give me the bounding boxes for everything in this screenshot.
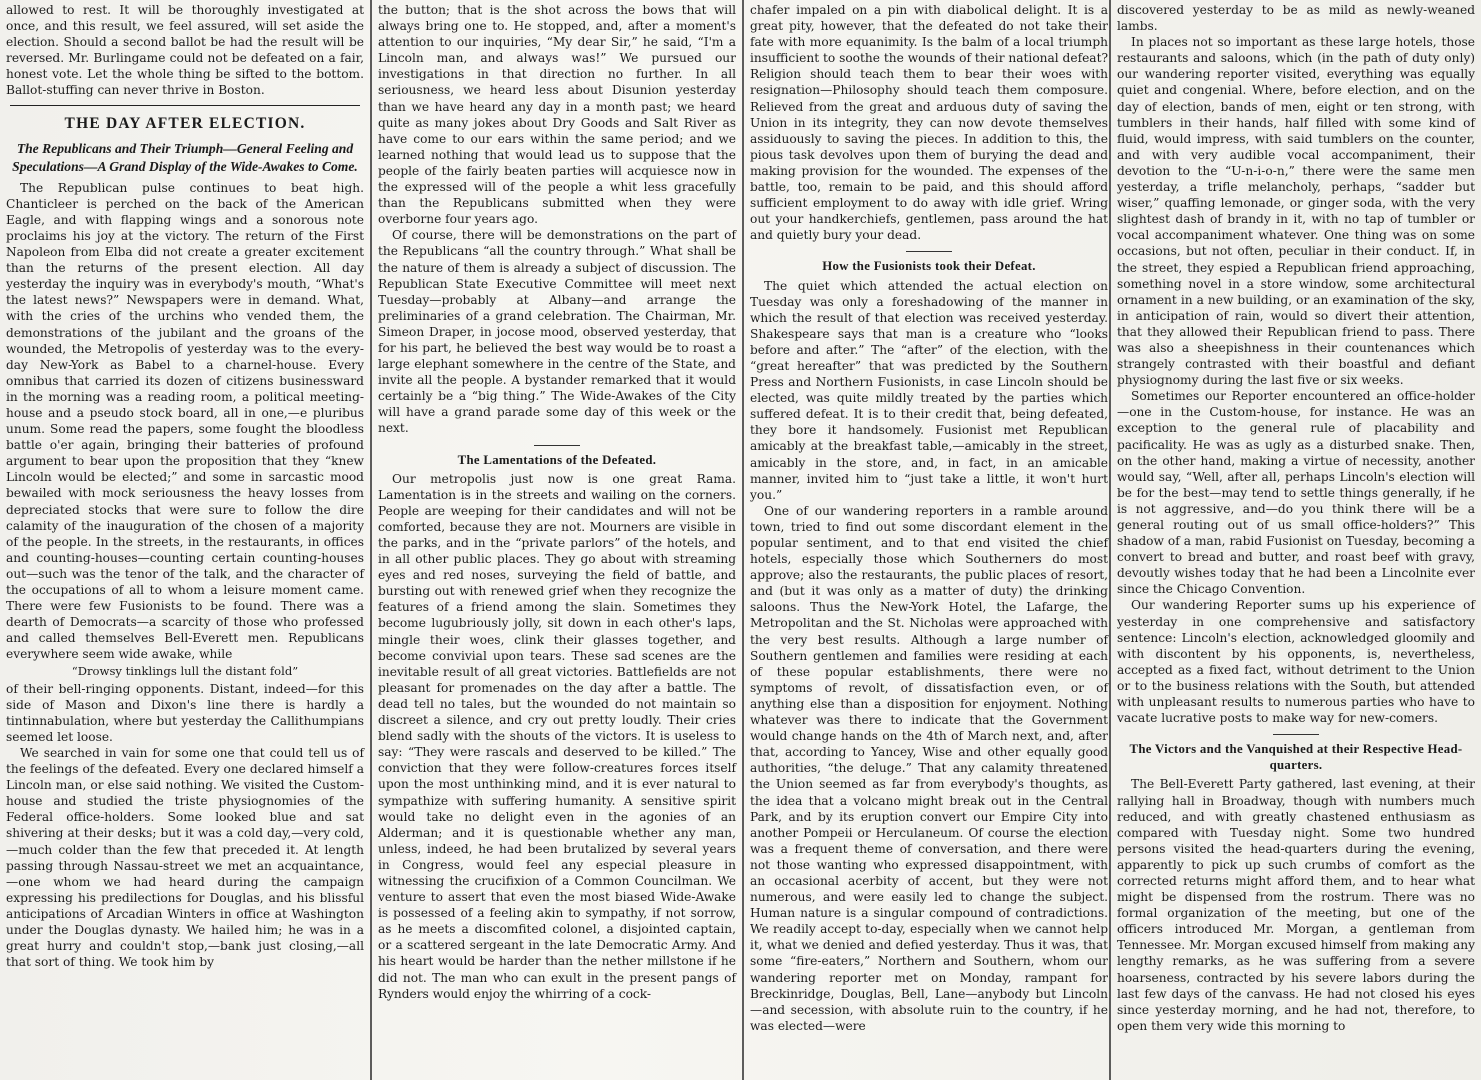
article-paragraph: In places not so important as these large hotels, those restaurants and saloons, which (in the path of duty only) our wandering reporter visited, everything was equally quiet and congenial. Where, before election, and on the day of election, bands of men, eight or ten strong, with tumblers in their hands, half filled with some kind of fluid, would impress, with said tumblers on the counter, and with very audible vocal accompaniment, their devotion to the “U-n-i-o-n,” there were the same men yesterday, a trifle melancholy, perhaps, “sadder but wiser,” quaffing lemonade, or ginger soda, with the very slightest dash of brandy in it, with no tap of tumbler or vocal accompaniment whatever. One thing was on some occasions, but not often, peculiar in their conduct. If, in the street, they espied a Republican friend approaching, something novel in a store window, some architectural ornament in a new building, or an examination of the sky, in anticipation of rain, would so divert their attention, that they allowed their Republican friend to pass. There was also a sheepishness in their countenances which strangely contrasted with their boastful and defiant physiognomy during the last five or six weeks. bbox=[1117, 35, 1475, 388]
column-3 bbox=[744, 0, 1114, 1080]
section-divider bbox=[10, 105, 360, 106]
article-paragraph: allowed to rest. It will be thoroughly investigated at once, and this result, we feel assured, will set aside the election. Should a second ballot be had the result will be reversed. Mr. Burlingame could not be defeated on a fair, honest vote. Let the whole thing be sifted to the bottom. Ballot-stuffing can never thrive in Boston. bbox=[6, 3, 364, 98]
section-dash bbox=[1273, 734, 1319, 735]
article-paragraph: of their bell-ringing opponents. Distant, indeed—for this side of Mason and Dixon's line there is hardly a tintinnabulation, where but yesterday the Callithumpians seemed let loose. bbox=[6, 681, 364, 744]
article-paragraph: One of our wandering reporters in a ramble around town, tried to find out some discordant element in the popular sentiment, and to that end visited the chief hotels, especially those which Southerners do most approve; also the restaurants, the public places of resort, and (but it was only as a matter of duty) the drinking saloons. Thus the New-York Hotel, the Lafarge, the Metropolitan and the St. Nicholas were approached with the very best results. Although a large number of Southern gentlemen and families were residing at each of these popular establishments, there were no symptoms of revolt, of dissatisfaction even, or of anything else than a disposition for enjoyment. Nothing whatever was there to indicate that the Government would change hands on the 4th of March next, and, after that, according to Yancey, Wise and other equally good authorities, “the deluge.” That any calamity threatened the Union seemed as far from everybody's thoughts, as the idea that a volcano might break out in the Central Park, and by its eruption convert our Empire City into another Pompeii or Herculaneum. Of course the election was a frequent theme of conversation, and there were not those wanting who expressed disappointment, with an occasional acerbity of accent, but they were not numerous, and were easily led to change the subject. Human nature is a singular compound of contradictions. We readily accept to-day, especially when we cannot help it, what we denied and defied yesterday. Thus it was, that some “fire-eaters,” Northern and Southern, whom our wandering reporter met on Monday, rampant for Breckinridge, Douglas, Bell, Lane—anybody but Lincoln—and secession, with absolute ruin to the country, if he was elected—were bbox=[750, 503, 1108, 1033]
article-paragraph: Our wandering Reporter sums up his experience of yesterday in one comprehensive and satisfactory sentence: Lincoln's election, acknowledged gloomily and with discontent by his opponents, is, nevertheless, accepted as a fixed fact, without detriment to the Union or to the business relations with the South, but attended with unpleasant results to numerous parties who have to vacate lucrative posts to make way for new-comers. bbox=[1117, 598, 1475, 726]
quoted-verse: “Drowsy tinklings lull the distant fold” bbox=[71, 664, 299, 679]
column-1 bbox=[0, 0, 370, 1080]
article-paragraph: The Republican pulse continues to beat high. Chanticleer is perched on the back of the American Eagle, and with flapping wings and a sonorous note proclaims his joy at the victory. The return of the First Napoleon from Elba did not create a greater excitement than the returns of the present election. All day yesterday the inquiry was in everybody's mouth, “What's the latest news?” Newspapers were in demand. What, with the cries of the urchins who vended them, the demonstrations of the jubilant and the groans of the wounded, the Metropolis of yesterday was to the every-day New-York as Babel to a charnel-house. Every omnibus that carried its dozen of citizens businessward in the morning was a reading room, a political meeting-house and a pseudo stock board, all in one,—e pluribus unum. Some read the papers, some fought the bloodless battle o'er again, bringing their batteries of profound argument to bear upon the proposition that they “knew Lincoln would be elected;” and some in sarcastic mood bewailed with mock seriousness the heavy losses from depreciated stocks that were sure to follow the dire calamity of the inauguration of the chosen of a majority of the people. In the streets, in the restaurants, in offices and counting-houses—counting certain counting-houses out—such was the tenor of the talk, and the character of the occupations of all to whom a leisure moment came. There were few Fusionists to be found. There was a dearth of Democrats—a scarcity of those who professed and called themselves Bell-Everett men. Republicans everywhere seem wide awake, while bbox=[6, 180, 364, 662]
article-paragraph: Sometimes our Reporter encountered an office-holder—one in the Custom-house, for instance. He was an exception to the general rule of placability and pacificality. He was as ugly as a disturbed snake. Then, on the other hand, making a virtue of necessity, another would say, “Well, after all, perhaps Lincoln's election will be for the best—may tend to settle things generally, if he is not aggressive, and—do you think there will be a general routing out of us small office-holders?” This shadow of a man, rabid Fusionist on Tuesday, becoming a convert to bread and butter, and roast beef with gravy, devoutly wishes today that he had been a Lincolnite ever since the Chicago Convention. bbox=[1117, 389, 1475, 597]
article-paragraph: We searched in vain for some one that could tell us of the feelings of the defeated. Every one declared himself a Lincoln man, or else said nothing. We visited the Custom-house and studied the triste physiognomies of the Federal office-holders. Some looked blue and sat shivering at their desks; but it was a cold day,—very cold,—much colder than the few that preceded it. At length passing through Nassau-street we met an acquaintance,—one whom we had heard during the campaign expressing his predilections for Douglas, and his blissful anticipations of Arcadian Winters in office at Washington under the Douglas dynasty. We hailed him; he was in a great hurry and couldn't stop,—bank just closing,—all that sort of thing. We took him by bbox=[6, 745, 364, 970]
section-subhead: The Lamentations of the Defeated. bbox=[457, 452, 657, 467]
article-paragraph: the button; that is the shot across the bows that will always bring one to. He stopped, and, after a moment's attention to our inquiries, “My dear Sir,” he said, “I'm a Lincoln man, and always was!” We pursued our investigations in that direction no further. In all seriousness, we heard less about Disunion yesterday than we have heard any day in a month past; we heard quite as many jokes about Dry Goods and Salt River as have come to our ears within the same period; and we learned nothing that would lead us to suppose that the people of the fairly beaten parties will acquiesce now in the expressed will of the people a whit less gracefully than the Republicans submitted when they were overborne four years ago. bbox=[378, 3, 736, 227]
section-dash bbox=[534, 445, 580, 446]
column-4 bbox=[1111, 0, 1481, 1080]
section-subhead: How the Fusionists took their Defeat. bbox=[822, 259, 1036, 274]
section-subhead: The Victors and the Vanquished at their Respective Head-quarters. bbox=[1129, 742, 1463, 773]
section-dash bbox=[906, 251, 952, 252]
article-paragraph: Our metropolis just now is one great Rama. Lamentation is in the streets and wailing on the corners. People are weeping for their candidates and will not be comforted, because they are not. Mourners are visible in the parks, and in the “private parlors” of the hotels, and in all other public places. They go about with streaming eyes and red noses, surveying the field of battle, and bursting out with renewed grief when they recognize the features of a friend among the slain. Sometimes they become lugubriously jolly, sit down in each other's laps, mingle their woes, clink their glasses together, and become convivial upon tears. These sad scenes are the inevitable result of all great victories. Battlefields are not pleasant for promenades on the day after a battle. The dead tell no tales, but the wounded do not maintain so discreet a silence, and cry out pretty loudly. Their cries blend sadly with the shouts of the victors. It is useless to say: “They were rascals and deserved to be killed.” The conviction that they were follow-creatures forces itself upon the most unthinking mind, and it is ever natural to sympathize with suffering humanity. A sensitive spirit would take no delight even in the agonies of an Alderman; and it is questionable whether any man, unless, indeed, he had been brutalized by several years in Congress, would feel any especial pleasure in witnessing the crucifixion of a Common Councilman. We venture to assert that even the most biased Wide-Awake is possessed of a feeling akin to sympathy, if not sorrow, as he meets a discomfited colonel, a disjointed captain, or a scattered sergeant in the late Democratic Army. And his heart would be harder than the nether millstone if he did not. The man who can exult in the present pangs of Rynders would enjoy the whirring of a cock- bbox=[378, 471, 736, 1001]
headline-deck: The Republicans and Their Triumph—General Feeling and Speculations—A Grand Display of the Wide-Awakes to Come. bbox=[12, 140, 358, 174]
article-paragraph: chafer impaled on a pin with diabolical delight. It is a great pity, however, that the defeated do not take their fate with more equanimity. Is the balm of a local triumph insufficient to soothe the wounds of their national defeat? Religion should teach them to bear their woes with resignation—Philosophy should teach them composure. Relieved from the great and arduous duty of saving the Union in its integrity, they can now devote themselves assiduously to saving the pieces. In addition to this, the pious task devolves upon them of burying the dead and making provision for the wounded. The expenses of the battle, too, remain to be paid, and this should afford sufficient employment to do away with idle grief. Wring out your handkerchiefs, gentlemen, pass around the hat and quietly bury your dead. bbox=[750, 3, 1108, 243]
main-headline: THE DAY AFTER ELECTION. bbox=[64, 114, 306, 132]
article-paragraph: The Bell-Everett Party gathered, last evening, at their rallying hall in Broadway, though with numbers much reduced, and with greatly chastened enthusiasm as compared with Tuesday night. Some two hundred persons visited the head-quarters during the evening, apparently to pick up such crumbs of comfort as the corrected returns might afford them, and to hear what might be dispensed from the rostrum. There was no formal organization of the meeting, but one of the officers introduced Mr. Morgan, a gentleman from Tennessee. Mr. Morgan excused himself from making any lengthy remarks, as he was suffering from a severe hoarseness, contracted by his severe labors during the last few days of the canvass. He had not closed his eyes since yesterday morning, and he had not, therefore, to open them very wide this morning to bbox=[1117, 777, 1475, 1033]
article-paragraph: discovered yesterday to be as mild as newly-weaned lambs. bbox=[1117, 3, 1475, 34]
column-2 bbox=[372, 0, 742, 1080]
article-paragraph: Of course, there will be demonstrations on the part of the Republicans “all the country through.” What shall be the nature of them is already a subject of discussion. The Republican State Executive Committee will meet next Tuesday—probably at Albany—and arrange the preliminaries of a grand celebration. The Chairman, Mr. Simeon Draper, in jocose mood, observed yesterday, that for his part, he believed the best way would be to roast a large elephant somewhere in the centre of the State, and invite all the people. A bystander remarked that it would certainly be a “big thing.” The Wide-Awakes of the City will have a grand parade some day of this week or the next. bbox=[378, 228, 736, 436]
article-paragraph: The quiet which attended the actual election on Tuesday was only a foreshadowing of the manner in which the result of that election was received yesterday. Shakespeare says that man is a creature who “looks before and after.” The “after” of the election, with the “great hereafter” that was predicted by the Southern Press and Northern Fusionists, in case Lincoln should be elected, was quite mildly treated by the parties which suffered defeat. It is to their credit that, being defeated, they bore it handsomely. Fusionist met Republican amicably at the breakfast table,—amicably in the street, amicably in the store, and, in fact, in an amicable manner, invited him to “just take a little, it won't hurt you.” bbox=[750, 278, 1108, 502]
